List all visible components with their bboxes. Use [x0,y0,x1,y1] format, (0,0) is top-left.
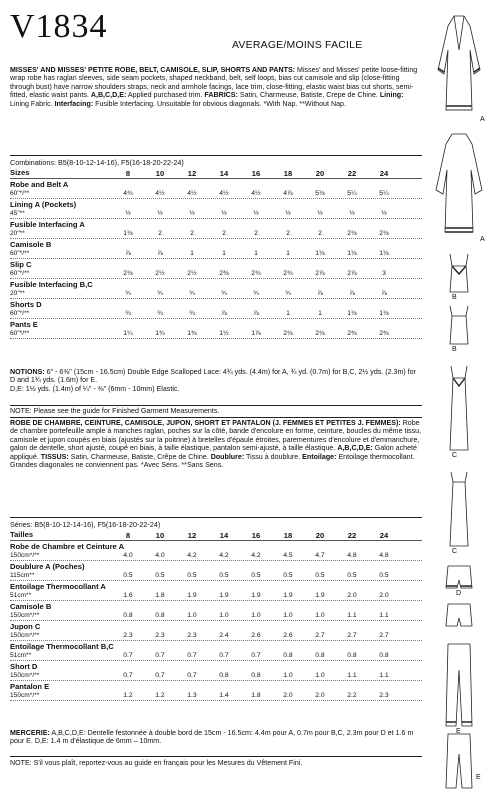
yardage-cell: 2⅛ [379,230,389,237]
fabric-width: 60"*/** [10,330,30,337]
english-title: MISSES' AND MISSES' PETITE ROBE, BELT, CAMISOLE, SLIP, SHORTS AND PANTS: [10,66,296,74]
yardage-cell: 2¾ [283,270,293,277]
yardage-row [10,552,422,561]
yardage-row [10,632,422,641]
fabric-label-row [10,621,422,632]
english-yardage-table [10,168,422,339]
english-interfacing-text: Fusible Interfacing. Unsuitable for obvious diagonals. *With Nap. **Without Nap. [93,99,346,108]
robe-a-back-sketch [436,134,482,232]
view-label-e-back: E [476,774,481,781]
yardage-cell: 1 [286,250,290,257]
yardage-cell: 1⅛ [379,310,389,317]
yardage-cell: 0.5 [315,572,325,579]
view-label-c-back: C [452,548,458,555]
yardage-cell: 2 [158,230,162,237]
english-fabrics-label: FABRICS: [204,91,238,100]
yardage-cell: 0.8 [347,652,357,659]
pants-e-sketch [446,644,472,726]
yardage-cell: 2 [318,230,322,237]
yardage-row [10,230,422,239]
yardage-row [10,592,422,601]
size-header-cell: 18 [283,531,293,540]
french-title: ROBE DE CHAMBRE, CEINTURE, CAMISOLE, JUPON, SHORT ET PANTALON (J. FEMMES ET PETITES J. FEMMES): [10,419,401,427]
yardage-cell: ⅞ [349,290,355,297]
english-notions-text: 6" - 6⅜" (15cm - 16.5cm) Double Edge Scalloped Lace: 4¾ yds. (4.4m) for A, ¾ yd. (0.7m) for B,C, 2½ yds. (2.3m) for D and 1¾ yds. (1.6m) for E. [10,368,416,385]
yardage-cell: ⅞ [157,250,163,257]
french-doublure-label: Doublure: [210,452,245,461]
yardage-row [10,652,422,661]
yardage-row [10,692,422,701]
yardage-cell: 2.7 [315,632,325,639]
yardage-row [10,190,422,199]
french-description [10,419,422,469]
yardage-cell: 1.4 [219,692,229,699]
fabric-label-row [10,199,422,210]
yardage-cell: 1⅛ [315,250,325,257]
yardage-cell: 2.3 [187,632,197,639]
french-views-text: Galon acheté appliqué. [10,444,417,461]
english-combinations: Combinations: B5(8-10-12-14-16), F5(16-18-20-22-24) [10,158,184,167]
yardage-cell: 1.3 [187,692,197,699]
yardage-cell: ½ [125,210,131,217]
french-mercerie [10,729,422,746]
yardage-cell: ¾ [125,310,131,317]
yardage-cell: 2.3 [155,632,165,639]
yardage-cell: 2½ [155,270,165,277]
fabric-label-row [10,319,422,330]
fabric-label: Entoilage Thermocollant A [10,582,106,591]
french-tissus-text: Satin, Charmeuse, Batiste, Crêpe de Chine. [68,452,211,461]
garment-sketches [428,10,494,790]
yardage-cell: 1⅛ [347,310,357,317]
yardage-row [10,330,422,339]
yardage-cell: 0.7 [123,652,133,659]
size-header-cell: 16 [251,169,261,178]
english-notions-label: NOTIONS: [10,368,45,376]
fabric-width: 60"*/** [10,310,30,317]
fabric-width: 150cm*/** [10,692,40,699]
fabric-width: 20"** [10,230,25,237]
yardage-cell: 4.2 [187,552,197,559]
yardage-cell: 2.3 [123,632,133,639]
yardage-cell: 1 [190,250,194,257]
size-header-cell: 20 [315,169,325,178]
yardage-cell: 0.7 [123,672,133,679]
size-header-row [10,168,422,179]
yardage-cell: ⅞ [253,310,259,317]
size-header-cell: 12 [187,169,197,178]
yardage-cell: 5¼ [379,190,389,197]
yardage-cell: 2.3 [379,692,389,699]
fabric-width: 150cm*/** [10,632,40,639]
yardage-cell: 4.2 [219,552,229,559]
fabric-label-row [10,601,422,612]
yardage-cell: 2½ [187,270,197,277]
size-header-cell: 14 [219,169,229,178]
yardage-cell: 2.0 [379,592,389,599]
fabric-label: Entoilage Thermocollant B,C [10,642,114,651]
yardage-row [10,290,422,299]
camisole-b-back-sketch [450,306,468,344]
fabric-label: Robe de Chambre et Ceinture A [10,542,125,551]
english-description [10,66,422,108]
yardage-cell: 2.0 [315,692,325,699]
pants-e-back-sketch [446,734,472,788]
slip-c-back-sketch [450,472,468,546]
view-sketches [428,10,494,790]
pattern-number: V1834 [10,8,108,45]
english-notions-elastic: D,E: 1½ yds. (1.4m) of ¼" - ⅜" (6mm - 10mm) Elastic. [10,384,180,393]
yardage-cell: 1.0 [219,612,229,619]
yardage-cell: 0.7 [251,652,261,659]
fabric-width: 60"*/** [10,250,30,257]
fabric-label-row [10,279,422,290]
yardage-cell: 0.8 [155,612,165,619]
difficulty-level: AVERAGE/MOINS FACILE [232,39,363,51]
yardage-cell: ½ [381,210,387,217]
english-views-text: Applied purchased trim. [126,91,205,100]
french-measurement-note: NOTE: S'il vous plaît, reportez-vous au guide en français pour les Mesures du Vêtement Fini. [10,759,303,767]
shorts-d-back-sketch [446,604,472,626]
yardage-cell: 4½ [251,190,261,197]
yardage-cell: ½ [253,210,259,217]
yardage-cell: 4.7 [315,552,325,559]
yardage-cell: 1.9 [187,592,197,599]
fabric-label: Pants E [10,320,38,329]
yardage-cell: ¾ [189,290,195,297]
yardage-cell: 2⅜ [219,270,229,277]
size-header-cell: 24 [379,169,389,178]
yardage-cell: 0.8 [219,672,229,679]
size-header-cell: 10 [155,531,165,540]
yardage-cell: 1⅜ [187,330,197,337]
fabric-width: 150cm*/** [10,612,40,619]
yardage-cell: 2⅞ [315,270,325,277]
yardage-cell: 2.0 [347,592,357,599]
size-header-cell: 22 [347,169,357,178]
fabric-width: 51cm** [10,652,32,659]
view-label-b-back: B [452,346,457,353]
yardage-cell: 0.7 [155,652,165,659]
yardage-cell: 2 [286,230,290,237]
fabric-label: Camisole B [10,602,52,611]
yardage-cell: 0.7 [219,652,229,659]
fabric-width: 20"** [10,290,25,297]
yardage-cell: 1.0 [187,612,197,619]
size-header-cell: 20 [315,531,325,540]
french-entoilage-text: Entoilage thermocollant. Grandes diagonales ne conviennent pas. *Avec Sens. **Sans Sens. [10,452,415,470]
yardage-row [10,210,422,219]
yardage-cell: ⅞ [381,290,387,297]
size-header-cell: 22 [347,531,357,540]
yardage-cell: 1 [222,250,226,257]
yardage-cell: 2 [222,230,226,237]
size-header-cell: 14 [219,531,229,540]
fabric-width: 150cm*/** [10,672,40,679]
yardage-cell: ½ [157,210,163,217]
yardage-cell: 1.0 [315,612,325,619]
view-label-a-back: A [480,236,485,243]
yardage-cell: 4.0 [123,552,133,559]
fabric-label: Slip C [10,260,32,269]
yardage-cell: 1.1 [347,672,357,679]
fabric-width: 45"** [10,210,25,217]
fabric-label-row [10,239,422,250]
fabric-label-row [10,561,422,572]
fabric-label-row [10,661,422,672]
yardage-cell: 1 [318,310,322,317]
fabric-label: Robe and Belt A [10,180,69,189]
slip-c-sketch [450,366,468,450]
yardage-cell: ¾ [253,290,259,297]
divider [10,756,422,757]
yardage-cell: 0.5 [123,572,133,579]
yardage-cell: 1⅛ [379,250,389,257]
yardage-cell: 1½ [219,330,229,337]
yardage-cell: 4.2 [251,552,261,559]
french-views-label: A,B,C,D,E: [337,444,373,453]
yardage-cell: 0.5 [379,572,389,579]
yardage-cell: 1.9 [219,592,229,599]
view-label-e: E [456,728,461,735]
french-mercerie-text: A,B,C,D,E: Dentelle festonnée à double bord de 15cm - 16.5cm: 4.4m pour A, 0.7m pour B,C, 2.3m pour D et 1.6 m pour E. D,E: 1.4 m d'élastique de 6mm – 10mm. [10,729,414,746]
french-series: Séries: B5(8-10-12-14-16), F5(16-18-20-22-24) [10,520,161,529]
size-header-cell: 8 [125,169,131,178]
yardage-cell: ¾ [125,290,131,297]
english-interfacing-label: Interfacing: [54,99,94,108]
view-label-c: C [452,452,458,459]
yardage-cell: 2⅛ [123,270,133,277]
yardage-row [10,250,422,259]
yardage-row [10,270,422,279]
yardage-row [10,572,422,581]
fabric-label-row [10,581,422,592]
yardage-cell: 1.9 [315,592,325,599]
size-header-cell: 18 [283,169,293,178]
yardage-cell: ⅞ [317,290,323,297]
divider [10,517,422,518]
yardage-cell: ¾ [221,290,227,297]
yardage-cell: 0.5 [347,572,357,579]
yardage-cell: 4¾ [123,190,133,197]
english-measurement-note: NOTE: Please see the guide for Finished Garment Measurements. [10,407,220,415]
size-header-row [10,530,422,541]
yardage-cell: ½ [317,210,323,217]
fabric-width: 60"*/** [10,270,30,277]
size-header-label: Tailles [10,530,34,539]
size-header-cell: 8 [125,531,131,540]
fabric-width: 150cm*/** [10,552,40,559]
yardage-cell: 2⅛ [315,330,325,337]
fabric-label: Jupon C [10,622,41,631]
yardage-cell: 1.2 [123,692,133,699]
fabric-label: Fusible Interfacing B,C [10,280,93,289]
yardage-cell: 0.7 [187,672,197,679]
french-tissus-label: TISSUS: [40,452,69,461]
fabric-label-row [10,259,422,270]
size-header-label: Sizes [10,168,30,177]
yardage-cell: 2.2 [347,692,357,699]
yardage-cell: 4½ [219,190,229,197]
yardage-cell: 1.9 [283,592,293,599]
english-fabrics-text: Satin, Charmeuse, Batiste, Crepe de Chine. [237,91,380,100]
yardage-cell: ½ [189,210,195,217]
yardage-cell: 2⅛ [347,230,357,237]
fabric-label: Doublure A (Poches) [10,562,85,571]
yardage-cell: 0.5 [283,572,293,579]
yardage-cell: 0.8 [123,612,133,619]
yardage-cell: 0.5 [155,572,165,579]
view-label-d: D [456,590,462,597]
yardage-cell: 2.0 [283,692,293,699]
divider [10,405,422,406]
camisole-b-sketch [450,254,468,292]
yardage-cell: ¾ [157,310,163,317]
yardage-cell: 2.7 [379,632,389,639]
yardage-cell: 2⅜ [347,330,357,337]
yardage-cell: 0.8 [379,652,389,659]
view-label-a: A [480,116,485,123]
yardage-cell: 2⅛ [283,330,293,337]
yardage-cell: 5⅛ [315,190,325,197]
yardage-cell: 2⅞ [347,270,357,277]
yardage-cell: 1.0 [283,672,293,679]
fabric-width: 60"*/** [10,190,30,197]
divider [10,417,422,418]
fabric-label: Camisole B [10,240,52,249]
french-doublure-text: Tissu à doublure. [244,452,303,461]
yardage-cell: 3 [382,270,386,277]
yardage-cell: 4½ [155,190,165,197]
fabric-label-row [10,681,422,692]
yardage-cell: 1¼ [123,330,133,337]
yardage-cell: 2.4 [219,632,229,639]
french-metrage-table [10,530,422,701]
french-body: Robe de chambre portefeuille ample à manches raglan, poches sur la côté, bande d'encolure en forme, ceinture, boucles du même tissu, camisole et jupon coupés en biais (ajustés sur la poitrine) à bretelles d'épaule étroites, parementures d'encolure et d'emmanchure, galon de dentelle, short ajusté, coupé en biais, à taille élastique, pantalon semi-ajusté, à taille élastique. [10,419,422,453]
french-entoilage-label: Entoilage: [302,452,337,461]
view-label-b: B [452,294,457,301]
yardage-cell: 1 [254,250,258,257]
yardage-cell: 5¼ [347,190,357,197]
yardage-cell: 1.2 [155,692,165,699]
yardage-cell: 0.7 [155,672,165,679]
shorts-d-sketch [446,566,472,588]
yardage-cell: 4⅞ [283,190,293,197]
yardage-cell: ¾ [189,310,195,317]
english-views-label: A,B,C,D,E: [90,91,127,100]
english-lining-text: Lining Fabric. [10,99,55,108]
yardage-cell: 1⅛ [347,250,357,257]
yardage-cell: 2 [254,230,258,237]
yardage-cell: 1.6 [123,592,133,599]
yardage-cell: 4.8 [347,552,357,559]
yardage-cell: 1.8 [155,592,165,599]
french-mercerie-label: MERCERIE: [10,729,50,737]
yardage-cell: 0.5 [219,572,229,579]
english-notions [10,368,422,393]
yardage-cell: 4.0 [155,552,165,559]
fabric-label-row [10,541,422,552]
yardage-row [10,310,422,319]
yardage-cell: ⅞ [125,250,131,257]
yardage-cell: ¾ [157,290,163,297]
yardage-cell: 0.8 [251,672,261,679]
yardage-cell: ⅞ [221,310,227,317]
yardage-cell: 4.5 [283,552,293,559]
yardage-cell: 1.1 [379,612,389,619]
yardage-cell: ½ [221,210,227,217]
yardage-cell: 1.1 [379,672,389,679]
yardage-cell: 1.0 [315,672,325,679]
yardage-cell: 1⅞ [251,330,261,337]
yardage-cell: ¾ [285,290,291,297]
yardage-cell: 2.7 [347,632,357,639]
fabric-label: Pantalon E [10,682,50,691]
yardage-cell: 2 [190,230,194,237]
size-header-cell: 24 [379,531,389,540]
english-body: Misses' and Misses' petite loose-fitting wrap robe has raglan sleeves, side seam pockets, shaped neckband, belt, self loops, bias cut camisole and slip (close-fitting through bust) have narrow shoulders straps, neck and armhole facings, lace trim, close-fitting, elastic waist bias cut shorts, semi-fitted, elastic waist pants. [10,66,418,100]
yardage-cell: 1.8 [251,692,261,699]
yardage-cell: 4.8 [379,552,389,559]
robe-a-front-sketch [438,16,480,110]
yardage-cell: 2.6 [251,632,261,639]
divider [10,155,422,156]
yardage-cell: 2¾ [251,270,261,277]
english-lining-label: Lining: [379,91,404,100]
fabric-label-row [10,641,422,652]
fabric-label: Short D [10,662,38,671]
yardage-cell: 2⅜ [379,330,389,337]
yardage-cell: 4½ [187,190,197,197]
fabric-label-row [10,219,422,230]
size-header-cell: 10 [155,169,165,178]
yardage-cell: 1.9 [251,592,261,599]
yardage-cell: 1⅛ [123,230,133,237]
yardage-cell: 1¾ [155,330,165,337]
fabric-label-row [10,179,422,190]
yardage-cell: 0.7 [187,652,197,659]
yardage-row [10,672,422,681]
yardage-cell: 1.0 [283,612,293,619]
yardage-cell: 1.0 [251,612,261,619]
fabric-label-row [10,299,422,310]
fabric-label: Lining A (Pockets) [10,200,77,209]
fabric-width: 115cm** [10,572,35,579]
yardage-cell: 2.6 [283,632,293,639]
yardage-cell: ½ [349,210,355,217]
yardage-cell: 1 [286,310,290,317]
yardage-row [10,612,422,621]
size-header-cell: 16 [251,531,261,540]
yardage-cell: 1.1 [347,612,357,619]
yardage-cell: 0.8 [315,652,325,659]
fabric-width: 51cm** [10,592,32,599]
fabric-label: Fusible Interfacing A [10,220,85,229]
size-header-cell: 12 [187,531,197,540]
yardage-cell: 0.5 [251,572,261,579]
yardage-cell: ½ [285,210,291,217]
yardage-cell: 0.8 [283,652,293,659]
yardage-cell: 0.5 [187,572,197,579]
fabric-label: Shorts D [10,300,42,309]
